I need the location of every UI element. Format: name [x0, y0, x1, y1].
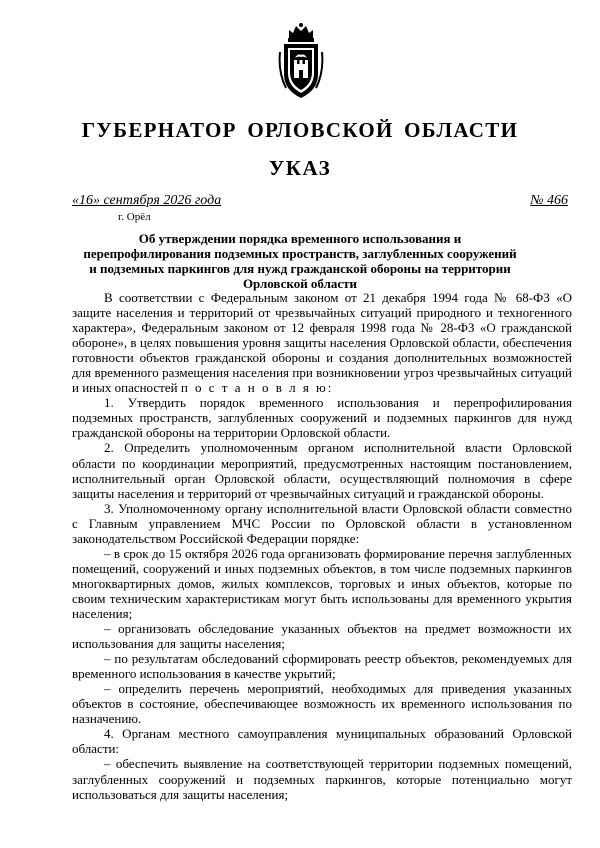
paragraph-1: 1. Утвердить порядок временного использования и перепрофилирования подземных пространств, заглубленных сооружений и подземных паркингов для нужд гражданской обороны на территории Орловской области. [72, 395, 572, 441]
decree-word: п о с т а н о в л я ю: [180, 380, 334, 396]
paragraph-3-item: – по результатам обследований сформировать реестр объектов, рекомендуемых для временного использования в качестве укрытий; [72, 651, 572, 682]
document-city: г. Орёл [118, 211, 151, 223]
issuer-title: ГУБЕРНАТОР ОРЛОВСКОЙ ОБЛАСТИ [81, 118, 519, 142]
paragraph-3-item: – в срок до 15 октября 2026 года организовать формирование перечня заглубленных помещений, сооружений и иных подземных объектов, в том числе подземных паркингов многоквартирных домов, жилых комплексов, торговых и иных объектов, которые по своим техническим характеристикам могут быть использованы для временного укрытия населения; [72, 545, 572, 621]
preamble-text: В соответствии с Федеральным законом от 21 декабря 1994 года № 68-ФЗ «О защите населения и территорий от чрезвычайных ситуаций природного и техногенного характера», Федеральным законом от 12 февраля 1998 года № 28-ФЗ «О гражданской обороне», в целях повышения уровня защиты населения Орловской области, обеспечения готовности объектов гражданской обороны и создания дополнительных возможностей для временного размещения населения при возникновении угроз чрезвычайных ситуаций и иных опасностей [72, 290, 572, 396]
preamble-paragraph [72, 290, 572, 395]
document-number: № 466 [530, 193, 568, 208]
paragraph-2: 2. Определить уполномоченным органом исполнительной власти Орловской области по координации мероприятий, предусмотренных настоящим постановлением, исполнительный орган Орловской области, осуществляющий полномочия в сфере защиты населения и территорий от чрезвычайных ситуаций и гражданской обороны. [72, 440, 572, 501]
paragraph-3-item: – организовать обследование указанных объектов на предмет возможности их использования для защиты населения; [72, 621, 572, 652]
document-subject: Об утверждении порядка временного использования и перепрофилирования подземных пространств, заглубленных сооружений и подземных паркингов для нужд гражданской обороны на территории Орловской области [83, 231, 517, 291]
paragraph-4-item: – обеспечить выявление на соответствующей территории подземных помещений, заглубленных сооружений и подземных паркингов, которые потенциально могут использоваться для защиты населения; [72, 756, 572, 802]
coat-of-arms-icon [278, 22, 324, 102]
paragraph-3-item: – определить перечень мероприятий, необходимых для приведения указанных объектов в состояние, обеспечивающее возможность их временного использования по назначению. [72, 681, 572, 727]
document-type: УКАЗ [268, 156, 332, 180]
document-body [72, 290, 572, 802]
paragraph-3: 3. Уполномоченному органу исполнительной власти Орловской области совместно с Главным управлением МЧС России по Орловской области в установленном законодательством Российской Федерации порядке: [72, 500, 572, 546]
paragraph-4: 4. Органам местного самоуправления муниципальных образований Орловской области: [72, 726, 572, 757]
document-date: «16» сентября 2026 года [72, 193, 222, 208]
